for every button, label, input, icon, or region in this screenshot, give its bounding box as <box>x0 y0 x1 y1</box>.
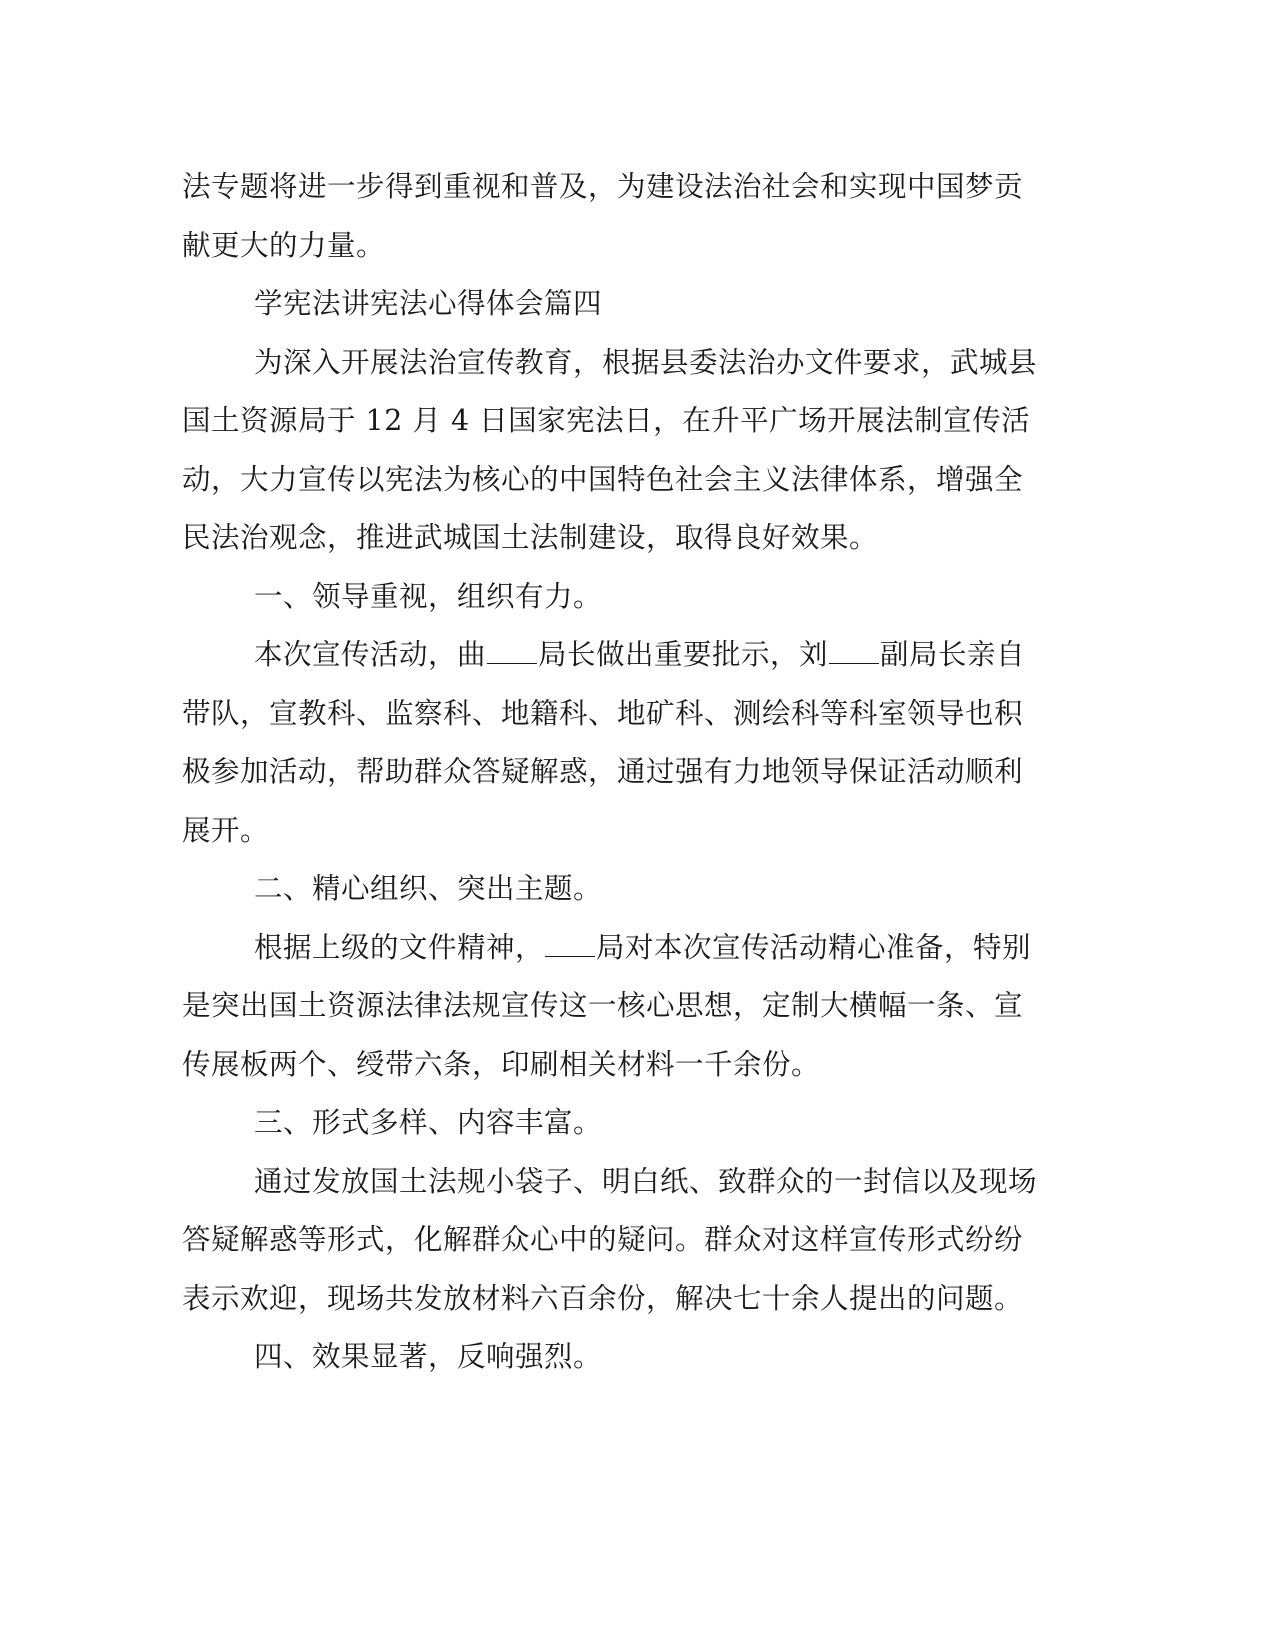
paragraph-organization <box>182 919 1042 1095</box>
blank-underline <box>545 926 595 957</box>
text-segment: 副局长亲自带队，宣教科、监察科、地籍科、地矿科、测绘科等科室领导也积极参加活动，帮助群众答疑解惑，通过强有力地领导保证活动顺利展开。 <box>182 638 1026 847</box>
paragraph-forms: 通过发放国土法规小袋子、明白纸、致群众的一封信以及现场答疑解惑等形式，化解群众心中的疑问。群众对这样宣传形式纷纷表示欢迎，现场共发放材料六百余份，解决七十余人提出的问题。 <box>182 1164 1038 1315</box>
section-heading: 学宪法讲宪法心得体会篇四 <box>254 287 603 320</box>
text-segment: 局长做出重要批示，刘 <box>538 638 829 671</box>
paragraph-intro: 为深入开展法治宣传教育，根据县委法治办文件要求，武城县国土资源局于 12 月 4 日国家宪法日，在升平广场开展法制宣传活动，大力宣传以宪法为核心的中国特色社会主义法律体系，增强全民法治观念，推进武城国土法制建设，取得良好效果。 <box>182 345 1038 554</box>
blank-underline <box>487 633 537 664</box>
text-segment: 本次宣传活动，曲 <box>254 638 487 671</box>
paragraph-leadership <box>182 626 1042 860</box>
text-segment: 局对本次宣传活动精心准备，特别是突出国土资源法律法规宣传这一核心思想，定制大横幅一条、宣传展板两个、绶带六条，印刷相关材料一千余份。 <box>182 930 1032 1081</box>
subheading-three: 三、形式多样、内容丰富。 <box>254 1106 603 1139</box>
subheading-two: 二、精心组织、突出主题。 <box>254 872 603 905</box>
text-segment: 根据上级的文件精神， <box>254 930 545 964</box>
subheading-one: 一、领导重视，组织有力。 <box>254 579 603 613</box>
blank-underline <box>829 633 879 664</box>
document-body <box>182 158 1042 1387</box>
subheading-four: 四、效果显著，反响强烈。 <box>254 1340 603 1373</box>
paragraph-continued: 法专题将进一步得到重视和普及，为建设法治社会和实现中国梦贡献更大的力量。 <box>182 170 1024 262</box>
